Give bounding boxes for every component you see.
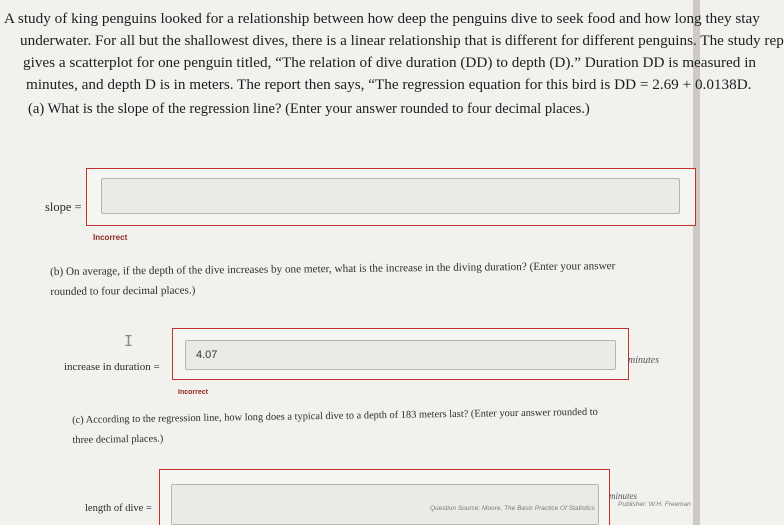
question-c-line-1: (c) According to the regression line, how long does a typical dive to a depth of 183 meters last? (Enter your answer rounded to (72, 406, 598, 426)
problem-line-1: A study of king penguins looked for a relationship between how deep the penguins dive to seek food and how long they stay (4, 10, 760, 27)
question-b (50, 256, 616, 302)
increase-duration-status: Incorrect (178, 389, 208, 396)
question-source: Question Source: Moore, The Basic Practice Of Statistics (430, 505, 595, 512)
problem-statement (4, 8, 784, 96)
text-cursor-icon: I (124, 332, 134, 350)
length-dive-label: length of dive = (85, 503, 152, 514)
slope-label: slope = (45, 200, 82, 214)
problem-line-2: underwater. For all but the shallowest dives, there is a linear relationship that is different for different penguins. The study rep (20, 32, 784, 49)
question-c (72, 403, 598, 451)
question-c-line-2: three decimal places.) (72, 433, 164, 446)
length-dive-units: minutes (609, 491, 637, 501)
question-b-line-2: rounded to four decimal places.) (50, 284, 196, 298)
question-a: (a) What is the slope of the regression line? (Enter your answer rounded to four decimal places.) (28, 101, 590, 117)
question-b-line-1: (b) On average, if the depth of the dive increases by one meter, what is the increase in the diving duration? (Enter your answer (50, 260, 616, 278)
slope-status: Incorrect (93, 233, 128, 242)
slope-input[interactable] (101, 178, 680, 214)
problem-line-3: gives a scatterplot for one penguin titled, “The relation of dive duration (DD) to depth (D).” Duration DD is measured in (23, 54, 757, 71)
increase-duration-input[interactable]: 4.07 (185, 340, 616, 370)
problem-line-4: minutes, and depth D is in meters. The report then says, “The regression equation for this bird is DD = 2.69 + 0.0138D. (26, 76, 752, 93)
publisher-credit: Publisher: W.H. Freeman (618, 501, 691, 508)
increase-duration-units: minutes (628, 355, 660, 366)
increase-duration-label: increase in duration = (64, 361, 160, 373)
